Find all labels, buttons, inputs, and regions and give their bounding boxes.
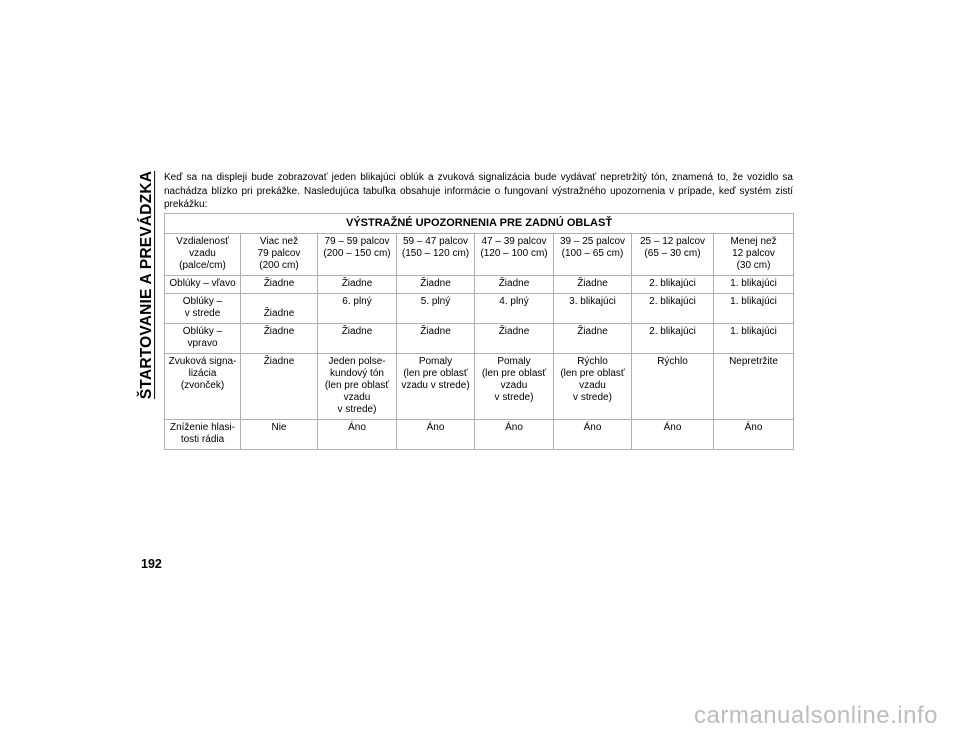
section-title-text: ŠTARTOVANIE A PREVÁDZKA: [138, 170, 155, 400]
table-cell: 3. blikajúci: [554, 294, 632, 324]
table-cell: Áno: [318, 420, 397, 450]
table-cell: Žiadne: [318, 324, 397, 354]
header-cell: 39 – 25 palcov (100 – 65 cm): [554, 234, 632, 276]
table-cell: Žiadne: [397, 324, 475, 354]
table-cell: 1. blikajúci: [714, 294, 794, 324]
row-label-cell: Oblúky – v strede: [165, 294, 241, 324]
table-cell: 2. blikajúci: [632, 276, 714, 294]
row-label-cell: Oblúky – vpravo: [165, 324, 241, 354]
watermark: carmanualsonline.info: [694, 702, 938, 729]
table-cell: Žiadne: [241, 324, 318, 354]
header-cell: Viac než 79 palcov (200 cm): [241, 234, 318, 276]
row-label-cell: Zníženie hlasi- tosti rádia: [165, 420, 241, 450]
table-cell: Žiadne: [241, 294, 318, 324]
header-cell: 79 – 59 palcov (200 – 150 cm): [318, 234, 397, 276]
table-row: [165, 294, 794, 324]
table-cell: Rýchlo: [632, 354, 714, 420]
intro-paragraph: Keď sa na displeji bude zobrazovať jeden blikajúci oblúk a zvuková signalizácia bude vydávať nepretržitý tón, znamená to, že vozidlo sa nachádza blízko pri prekážke. Nasledujúca tabuľka obsahuje informácie o fungovaní výstražného upozornenia v prípade, keď systém zistí prekážku:: [164, 172, 793, 210]
header-cell: 47 – 39 palcov (120 – 100 cm): [475, 234, 554, 276]
table-cell: Žiadne: [554, 276, 632, 294]
table-cell: Jeden polse- kundový tón (len pre oblasť vzadu v strede): [318, 354, 397, 420]
table-row: [165, 324, 794, 354]
row-label-cell: Zvuková signa- lizácia (zvonček): [165, 354, 241, 420]
header-cell: 25 – 12 palcov (65 – 30 cm): [632, 234, 714, 276]
table-cell: Nie: [241, 420, 318, 450]
table-cell: Žiadne: [475, 324, 554, 354]
table-cell: Áno: [397, 420, 475, 450]
table-cell: 2. blikajúci: [632, 324, 714, 354]
table-cell: Áno: [475, 420, 554, 450]
table-cell: Rýchlo (len pre oblasť vzadu v strede): [554, 354, 632, 420]
table-cell: 1. blikajúci: [714, 276, 794, 294]
page-number: 192: [141, 557, 162, 571]
table-row: [165, 276, 794, 294]
table-cell: Žiadne: [241, 354, 318, 420]
table-title: VÝSTRAŽNÉ UPOZORNENIA PRE ZADNÚ OBLASŤ: [165, 214, 794, 234]
table-cell: Pomaly (len pre oblasť vzadu v strede): [397, 354, 475, 420]
header-cell: Menej než 12 palcov (30 cm): [714, 234, 794, 276]
section-side-title: [136, 165, 158, 405]
row-label-cell: Oblúky – vľavo: [165, 276, 241, 294]
table-header-row: [165, 234, 794, 276]
table-cell: Žiadne: [241, 276, 318, 294]
table-cell: Žiadne: [475, 276, 554, 294]
table-cell: Žiadne: [397, 276, 475, 294]
table-cell: Áno: [632, 420, 714, 450]
table-cell: Áno: [714, 420, 794, 450]
table-cell: 5. plný: [397, 294, 475, 324]
table-cell: 6. plný: [318, 294, 397, 324]
table-cell: Žiadne: [318, 276, 397, 294]
header-cell: 59 – 47 palcov (150 – 120 cm): [397, 234, 475, 276]
table-cell: Nepretržite: [714, 354, 794, 420]
header-cell: Vzdialenosť vzadu (palce/cm): [165, 234, 241, 276]
table-cell: 2. blikajúci: [632, 294, 714, 324]
table-cell: 4. plný: [475, 294, 554, 324]
table-row: [165, 420, 794, 450]
table-cell: Pomaly (len pre oblasť vzadu v strede): [475, 354, 554, 420]
rear-warning-table: [164, 213, 794, 450]
table-cell: 1. blikajúci: [714, 324, 794, 354]
table-row: [165, 354, 794, 420]
table-cell: Áno: [554, 420, 632, 450]
table-cell: Žiadne: [554, 324, 632, 354]
table-title-row: [165, 214, 794, 234]
